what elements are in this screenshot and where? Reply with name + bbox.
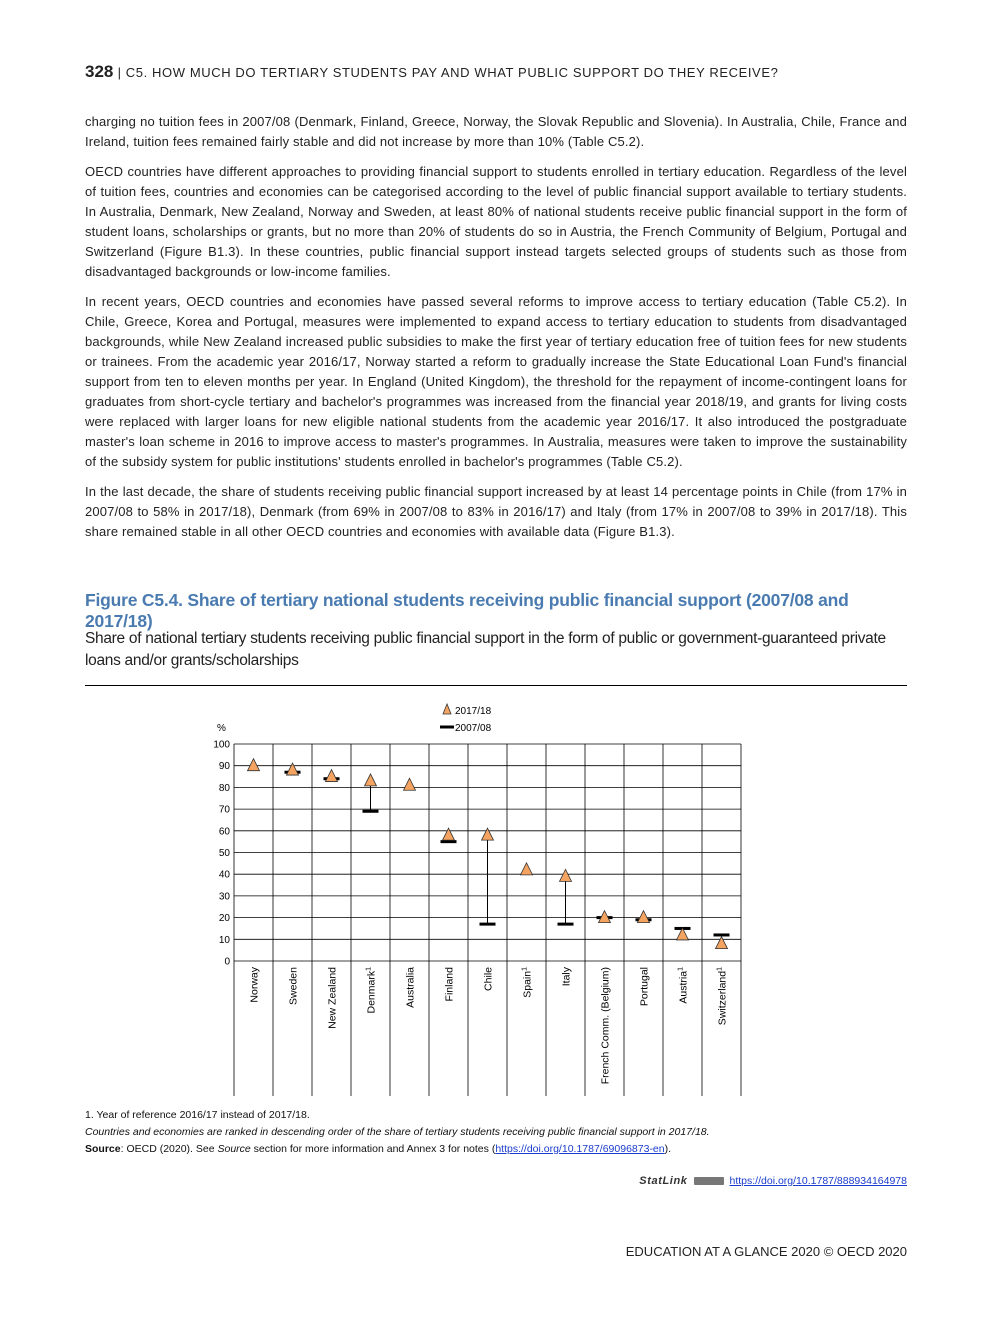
triangle-2017 — [482, 828, 494, 840]
header-separator: | — [117, 65, 122, 80]
x-tick-label: Denmark$^1$ — [365, 967, 378, 1014]
source-text: : OECD (2020). See — [120, 1143, 218, 1155]
source-link[interactable]: https://doi.org/10.1787/69096873-en — [495, 1143, 665, 1155]
x-tick-label: Chile — [482, 967, 495, 991]
chart — [0, 690, 992, 1102]
x-tick-label: Australia — [404, 967, 417, 1008]
figure-subtitle: Share of national tertiary students receiving public financial support in the form of public or government-guaranteed private loans and/or grants/scholarships — [85, 630, 886, 669]
y-tick-label: 20 — [218, 913, 230, 925]
triangle-2017 — [521, 863, 533, 875]
x-tick-label: Italy — [560, 967, 573, 987]
legend-label-2017: 2017/18 — [455, 706, 492, 717]
source-note — [85, 1141, 915, 1158]
x-tick-label: Switzerland$^1$ — [716, 967, 729, 1026]
y-tick-label: 100 — [213, 739, 230, 751]
source-text-2: section for more information and Annex 3 for notes ( — [250, 1143, 496, 1155]
y-tick-label: 40 — [218, 869, 230, 881]
triangle-2017 — [716, 937, 728, 949]
x-tick-label: Portugal — [638, 967, 651, 1007]
triangle-2017 — [248, 759, 260, 771]
x-tick-label: Finland — [443, 967, 456, 1002]
triangle-2017 — [443, 828, 455, 840]
legend-label-2007: 2007/08 — [455, 723, 492, 734]
x-tick-label: French Comm. (Belgium) — [599, 967, 612, 1085]
x-tick-label: Austria$^1$ — [677, 967, 690, 1004]
paragraph: In the last decade, the share of students receiving public financial support increased by at least 14 percentage points in Chile (from 17% in 2007/08 to 58% in 2017/18), Denmark (from 69% in 2007/08 to 83% in 2016/17) and Italy (from 17% in 2007/08 to 39% in 2017/18). This share remained stable in all other OECD countries and economies with available data (Figure B1.3). — [85, 484, 907, 539]
legend-triangle-marker — [443, 704, 451, 714]
source-label: Source — [85, 1143, 121, 1155]
body-text — [85, 112, 907, 552]
paragraph: OECD countries have different approaches to providing financial support to students enrolled in tertiary education. Regardless of the level of tuition fees, countries and economies can be categorised according to the level of public financial support available to tertiary students. In Australia, Denmark, New Zealand, Norway and Sweden, at least 80% of national students receive public financial support in the form of student loans, scholarships or grants, but no more than 20% of students do so in Austria, the French Community of Belgium, Portugal and Switzerland (Figure B1.3). In these countries, public financial support instead targets selected groups of students such as those from disadvantaged backgrounds or low-income families. — [85, 164, 907, 279]
figure-divider — [85, 685, 907, 686]
statlink-brand: StatLink — [639, 1175, 688, 1187]
y-tick-label: 60 — [218, 826, 230, 838]
source-end: ). — [664, 1143, 672, 1155]
figure-title: Figure C5.4. Share of tertiary national students receiving public financial support (2007/08 and 2017/18) — [85, 590, 849, 631]
page-number: 328 — [85, 62, 114, 81]
x-tick-label: Spain$^1$ — [521, 967, 534, 998]
triangle-2017 — [560, 869, 572, 881]
x-tick-label: Sweden — [287, 967, 300, 1005]
y-tick-label: 30 — [218, 891, 230, 903]
y-tick-label: 80 — [218, 782, 230, 794]
x-tick-label: Norway — [248, 967, 261, 1003]
y-tick-label: 90 — [218, 761, 230, 773]
y-tick-label: 10 — [218, 934, 230, 946]
triangle-2017 — [404, 778, 416, 790]
triangle-2017 — [638, 911, 650, 923]
note-1: 1. Year of reference 2016/17 instead of 2017/18. — [85, 1109, 310, 1121]
running-title: C5. HOW MUCH DO TERTIARY STUDENTS PAY AND WHAT PUBLIC SUPPORT DO THEY RECEIVE? — [125, 65, 779, 80]
y-tick-label: 70 — [218, 804, 230, 816]
statlink — [639, 1175, 907, 1187]
y-axis-label: % — [217, 723, 226, 734]
statlink-url[interactable]: https://doi.org/10.1787/888934164978 — [729, 1175, 907, 1187]
paragraph: charging no tuition fees in 2007/08 (Denmark, Finland, Greece, Norway, the Slovak Republic and Slovenia). In Australia, Chile, France and Ireland, tuition fees remained fairly stable and did not increase by more than 10% (Table C5.2). — [85, 114, 907, 149]
x-axis-labels — [249, 966, 729, 1084]
triangle-2017 — [326, 770, 338, 782]
page-footer: EDUCATION AT A GLANCE 2020 © OECD 2020 — [625, 1244, 907, 1259]
chart-legend — [440, 704, 492, 734]
x-tick-label: New Zealand — [326, 967, 339, 1029]
figure-notes — [85, 1107, 915, 1158]
statlink-logo-icon — [694, 1177, 724, 1185]
triangle-2017 — [365, 774, 377, 786]
y-axis-ticks — [213, 740, 230, 968]
y-tick-label: 50 — [218, 848, 230, 859]
y-tick-label: 0 — [224, 956, 230, 968]
source-italic: Source — [217, 1143, 251, 1155]
triangle-2017 — [287, 763, 299, 775]
running-header — [85, 62, 778, 82]
ranking-note: Countries and economies are ranked in descending order of the share of tertiary students receiving public financial support in 2017/18. — [85, 1126, 710, 1138]
paragraph: In recent years, OECD countries and economies have passed several reforms to improve access to tertiary education (Table C5.2). In Chile, Greece, Korea and Portugal, measures were implemented to expand access to tertiary education to students from disadvantaged backgrounds, while New Zealand increased public subsidies to make the first year of tertiary education free of tuition fees for new students or trainees. From the academic year 2016/17, Norway started a reform to gradually increase the State Educational Loan Fund's financial support from ten to eleven months per year. In England (United Kingdom), the threshold for the repayment of income-contingent loans for graduates from short-cycle tertiary and bachelor's programmes was increased from the financial year 2018/19, and grants for living costs were replaced with larger loans for new eligible national students from the academic year 2016/17. It also introduced the postgraduate master's loan scheme in 2016 to improve access to master's programmes. In Australia, measures were taken to improve the sustainability of the subsidy system for public institutions' students enrolled in bachelor's programmes (Table C5.2). — [85, 294, 907, 469]
